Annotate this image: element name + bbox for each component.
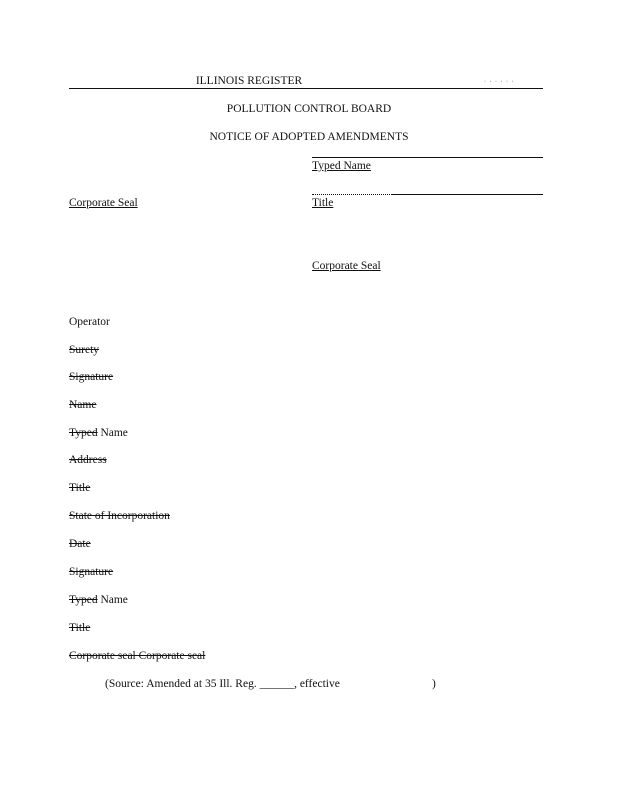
field-typed-name-2 xyxy=(69,594,128,607)
field-corporate-seal: Corporate seal Corporate seal xyxy=(69,650,206,662)
source-middle: , effective xyxy=(294,678,340,690)
title-line xyxy=(392,194,543,195)
field-title-2: Title xyxy=(69,622,91,634)
title-label: Title xyxy=(312,197,334,209)
source-prefix: (Source: Amended at 35 Ill. Reg. xyxy=(105,678,260,690)
field-date: Date xyxy=(69,538,91,550)
field-signature-2: Signature xyxy=(69,566,114,578)
header-page-marker: · · · · · · xyxy=(484,79,515,85)
corporate-seal-left: Corporate Seal xyxy=(69,197,138,209)
source-blank: ______ xyxy=(259,678,295,690)
source-note xyxy=(105,678,340,691)
field-typed-name-rest: Name xyxy=(97,427,128,439)
board-name: POLLUTION CONTROL BOARD xyxy=(226,103,392,115)
field-typed-name-struck: Typed xyxy=(69,427,98,439)
corporate-seal-right: Corporate Seal xyxy=(312,260,381,272)
field-address: Address xyxy=(69,454,107,466)
field-typed-name xyxy=(69,427,128,440)
field-name: Name xyxy=(69,399,97,411)
field-typed-name-2-struck: Typed xyxy=(69,594,98,606)
register-title: ILLINOIS REGISTER xyxy=(195,75,303,87)
field-state-of-incorporation: State of Incorporation xyxy=(69,510,170,522)
typed-name-line xyxy=(312,157,543,158)
notice-title: NOTICE OF ADOPTED AMENDMENTS xyxy=(209,131,409,143)
header-rule xyxy=(69,88,543,89)
typed-name-label: Typed Name xyxy=(312,160,371,172)
field-surety: Surety xyxy=(69,344,100,356)
field-operator: Operator xyxy=(69,316,110,328)
title-line-dotted xyxy=(312,194,392,195)
source-suffix: ) xyxy=(432,678,436,690)
field-title: Title xyxy=(69,482,91,494)
field-signature: Signature xyxy=(69,371,114,383)
field-typed-name-2-rest: Name xyxy=(97,594,128,606)
